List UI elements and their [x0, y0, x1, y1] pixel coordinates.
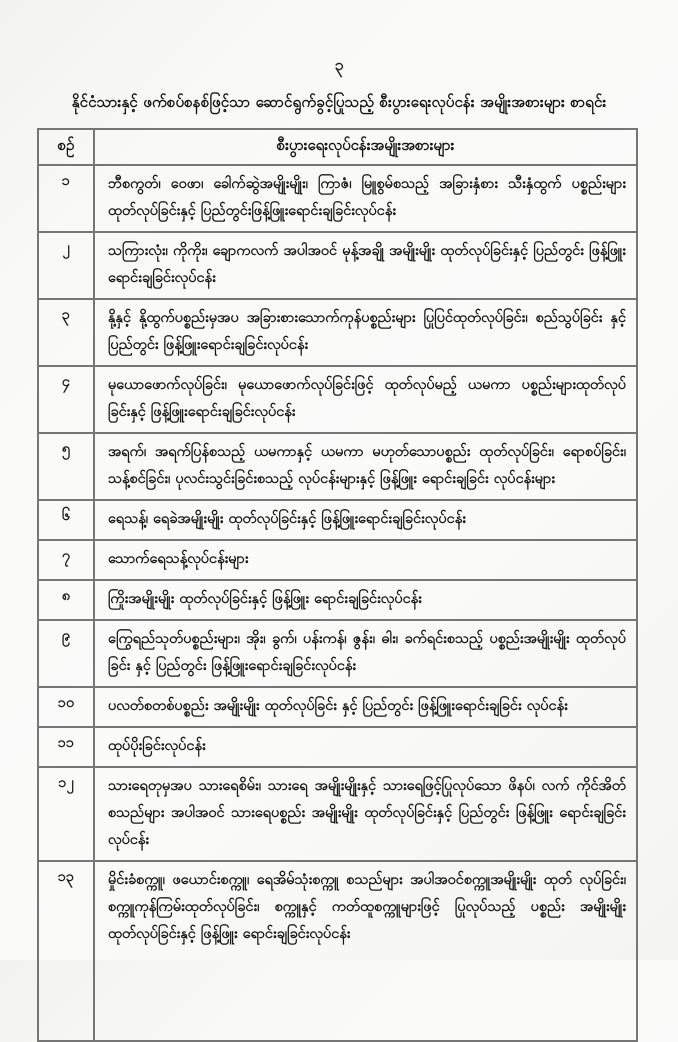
- row-business-category-text: သားရေတုမှအပ သားရေစိမ်း၊ သားရေ အမျိုးမျိုးနှင့် သားရေဖြင့်ပြုလုပ်သော ဖိနပ်၊ လက် ကိုင်အိတ်စသည်များ အပါအဝင် သားရေပစ္စည်း အမျိုးမျိုး ထုတ်လုပ်ခြင်းနှင့် ပြည်တွင်း ဖြန့်ဖြူး ရောင်းချခြင်းလုပ်ငန်း: [94, 767, 637, 861]
- row-business-category-text: သကြားလုံး၊ ကိုကိုး၊ ချောကလက် အပါအဝင် မုန့်အချို အမျိုးမျိုး ထုတ်လုပ်ခြင်းနှင့် ပြည်တွင်း ဖြန့်ဖြူးရောင်းချခြင်းလုပ်ငန်း: [94, 232, 637, 299]
- row-business-category-text: အရက်၊ အရက်ပြန်စသည့် ယမကာနှင့် ယမကာ မဟုတ်သောပစ္စည်း ထုတ်လုပ်ခြင်း၊ ရောစပ်ခြင်း၊ သန့်စင်ခြင်း၊ ပုလင်းသွင်းခြင်းစသည့် လုပ်ငန်းများနှင့် ဖြန့်ဖြူး ရောင်းချခြင်း လုပ်ငန်းများ: [94, 433, 637, 500]
- table-row: [38, 767, 637, 861]
- row-serial-number: ၉: [38, 620, 94, 687]
- table-row: [38, 727, 637, 767]
- table-row: [38, 540, 637, 580]
- table-header-serial: စဉ်: [38, 129, 94, 165]
- page-number: ၃: [334, 55, 344, 74]
- row-business-category-text: ဘီစကွတ်၊ ဝေဖာ၊ ခေါက်ဆွဲအမျိုးမျိုး၊ ကြာဇံ၊ မြူစွမ်စသည့် အခြားနှံစား သီးနှံထွက် ပစ္စည်းများ ထုတ်လုပ်ခြင်းနှင့် ပြည်တွင်းဖြန့်ဖြူးရောင်းချခြင်းလုပ်ငန်း: [94, 165, 637, 232]
- row-serial-number: ၂: [38, 232, 94, 299]
- row-serial-number: ၁: [38, 165, 94, 232]
- row-serial-number: ၄: [38, 366, 94, 433]
- table-row: [38, 165, 637, 232]
- table-row: [38, 366, 637, 433]
- row-business-category-text: ရေသန့်၊ ရေခဲအမျိုးမျိုး ထုတ်လုပ်ခြင်းနှင့် ဖြန့်ဖြူးရောင်းချခြင်းလုပ်ငန်း: [94, 500, 637, 540]
- table-header-category: စီးပွားရေးလုပ်ငန်းအမျိုးအစားများ: [94, 129, 637, 165]
- row-serial-number: ၁၂: [38, 767, 94, 861]
- table-row: [38, 620, 637, 687]
- row-serial-number: ၁၃: [38, 861, 94, 1041]
- row-business-category-text: ပလတ်စတစ်ပစ္စည်း အမျိုးမျိုး ထုတ်လုပ်ခြင်း နှင့် ပြည်တွင်း ဖြန့်ဖြူးရောင်းချခြင်း လုပ်ငန်း: [94, 687, 637, 727]
- row-serial-number: ၈: [38, 580, 94, 620]
- table-row: [38, 861, 637, 1041]
- business-categories-table: [37, 128, 638, 1042]
- row-serial-number: ၁၀: [38, 687, 94, 727]
- row-business-category-text: သောက်ရေသန့်လုပ်ငန်းများ: [94, 540, 637, 580]
- table-row: [38, 232, 637, 299]
- table-header-row: [38, 129, 637, 165]
- row-business-category-text: မုယောဖောက်လုပ်ခြင်း၊ မုယောဖောက်လုပ်ခြင်းဖြင့် ထုတ်လုပ်မည့် ယမကာ ပစ္စည်းများထုတ်လုပ် ခြင်းနှင့် ဖြန့်ဖြူးရောင်းချခြင်းလုပ်ငန်း: [94, 366, 637, 433]
- row-serial-number: ၆: [38, 500, 94, 540]
- row-serial-number: ၅: [38, 433, 94, 500]
- table-row: [38, 580, 637, 620]
- row-business-category-text: ကြွေရည်သုတ်ပစ္စည်းများ၊ အိုး၊ ခွက်၊ ပန်းကန်၊ ဇွန်း၊ ဓါး၊ ခက်ရင်းစသည့် ပစ္စည်းအမျိုးမျိုး ထုတ်လုပ်ခြင်း နှင့် ပြည်တွင်း ဖြန့်ဖြူးရောင်းချခြင်းလုပ်ငန်း: [94, 620, 637, 687]
- row-business-category-text: ကြိုးအမျိုးမျိုး ထုတ်လုပ်ခြင်းနှင့် ဖြန့်ဖြူး ရောင်းချခြင်းလုပ်ငန်း: [94, 580, 637, 620]
- table-row: [38, 299, 637, 366]
- row-serial-number: ၇: [38, 540, 94, 580]
- row-business-category-text: မှိုင်းခံစက္ကူ၊ ဖယောင်းစက္ကူ၊ ရေအိမ်သုံးစက္ကူ စသည်များ အပါအဝင်စက္ကူအမျိုးမျိုး ထုတ် လုပ်ခြင်း၊ စက္ကူကုန်ကြမ်းထုတ်လုပ်ခြင်း၊ စက္ကူနှင့် ကတ်ထူစက္ကူများဖြင့် ပြုလုပ်သည့် ပစ္စည်း အမျိုးမျိုး ထုတ်လုပ်ခြင်းနှင့် ဖြန့်ဖြူး ရောင်းချခြင်းလုပ်ငန်း: [94, 861, 637, 1041]
- row-serial-number: ၁၁: [38, 727, 94, 767]
- table-row: [38, 500, 637, 540]
- document-title: နိုင်ငံသားနှင့် ဖက်စပ်စနစ်ဖြင့်သာ ဆောင်ရွက်ခွင့်ပြုသည့် စီးပွားရေးလုပ်ငန်း အမျိုးအစားများ စာရင်း: [71, 93, 607, 111]
- row-business-category-text: ထုပ်ပိုးခြင်းလုပ်ငန်း: [94, 727, 637, 767]
- row-business-category-text: နို့နှင့် နို့ထွက်ပစ္စည်းမှအပ အခြားစားသောက်ကုန်ပစ္စည်းများ ပြုပြင်ထုတ်လုပ်ခြင်း၊ စည်သွပ်ခြင်း နှင့် ပြည်တွင်း ဖြန့်ဖြူးရောင်းချခြင်းလုပ်ငန်း: [94, 299, 637, 366]
- table-row: [38, 687, 637, 727]
- table-row: [38, 433, 637, 500]
- row-serial-number: ၃: [38, 299, 94, 366]
